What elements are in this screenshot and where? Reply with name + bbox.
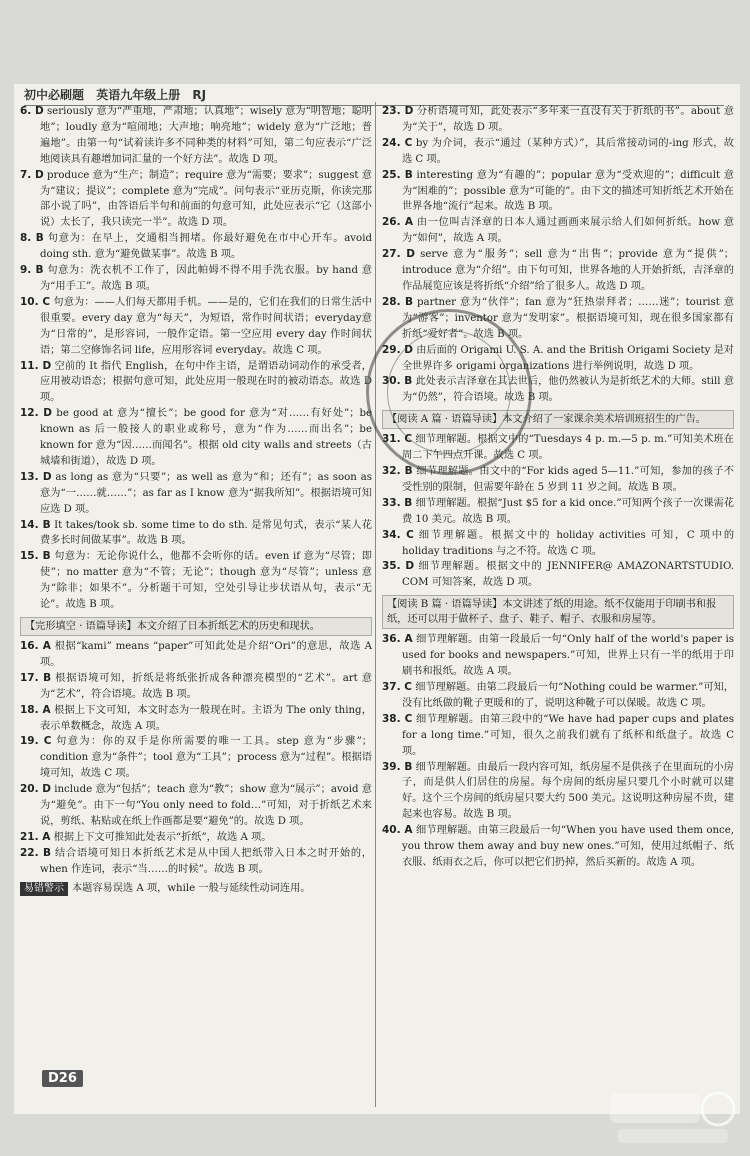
answer-number: 25. B [382, 168, 413, 181]
page-number: D26 [42, 1070, 83, 1087]
answer-number: 9. B [20, 264, 44, 277]
answer-explanation: 句意为：——人们每天都用手机。——是的，它们在我们的日常生活中很重要。every day 意为“每天”，为短语，常作时间状语；everyday意为“日常的”，是形容词，一般作定语。第一空应用 every day 作时间状语；第二空修饰名词 life，应用形容词 everyday。故选 C 项。 [40, 296, 372, 356]
answer-explanation: 细节理解题。由最后一段内容可知，纸房屋不是供孩子在里面玩的小房子，而是供人们居住的房屋。每个房间的纸房屋只要几个小时就可以建好。这个三个房间的纸房屋只要大约 500 美元。这说明这种房屋不贵，建起来也容易。故选 B 项。 [402, 761, 734, 821]
answer-explanation: 结合语境可知日本折纸艺术是从中国人把纸带入日本之时开始的，when 作连词，表示“当……的时候”。故选 B 项。 [40, 847, 372, 875]
answer-number: 30. B [382, 375, 413, 388]
answer-item [20, 518, 372, 550]
answer-number: 18. A [20, 703, 51, 716]
answer-item [382, 760, 734, 824]
answer-item [382, 464, 734, 496]
section-reading-a-guide: 【阅读 A 篇 · 语篇导读】本文介绍了一家课余美术培训班招生的广告。 [382, 410, 734, 429]
answer-explanation: produce 意为“生产；制造”；require 意为“需要；要求”；suggest 意为“建议；提议”；complete 意为“完成”。问句表示“亚历克斯，你读完那部小说了吗”，由答语后半句和前面的句意可知，此处应表示“它（这部小说）太长了，我只读完一半”。故选 D 项。 [40, 169, 372, 229]
answer-explanation: be good at 意为“擅长”；be good for 意为“对……有好处”；be known as 后一般接人的职业或称号，意为“作为……而出名”；be known for 意为“因……而闻名”。根据 old city walls and streets（古城墙和街道），故选 D 项。 [40, 408, 372, 467]
answer-explanation: 根据上下文可知，本文时态为一般现在时。主语为 The only thing，表示单数概念，故选 A 项。 [40, 704, 372, 732]
answer-number: 36. A [382, 633, 413, 646]
answer-explanation: serve 意为“服务”；sell 意为“出售”；provide 意为“提供”；introduce 意为“介绍”。由下句可知，世界各地的人开始折纸，吉泽章的作品展览应该是将折纸“介绍”给了很多人。故选 D 项。 [402, 249, 734, 292]
answer-number: 26. A [382, 216, 414, 229]
answer-number: 23. D [382, 105, 414, 117]
answer-item [382, 168, 734, 216]
answer-item [20, 846, 372, 878]
answer-number: 31. C [382, 433, 413, 446]
error-warning [20, 881, 372, 897]
answer-explanation: 细节理解题。根据文中的“Tuesdays 4 p. m.—5 p. m.”可知美术班在周二下午四点开课。故选 C 项。 [402, 434, 734, 462]
answer-explanation: 根据上下文可推知此处表示“折纸”，故选 A 项。 [53, 831, 272, 843]
answer-number: 13. D [20, 470, 52, 483]
answer-number: 17. B [20, 671, 52, 684]
answer-number: 40. A [382, 824, 413, 837]
answer-explanation: include 意为“包括”；teach 意为“教”；show 意为“展示”；avoid 意为“避免”。由下一句“You only need to fold…”可知，对于折纸艺术来说，剪纸、粘贴或在纸上作画都是要“避免”的。故选 D 项。 [40, 784, 372, 827]
answer-number: 20. D [20, 783, 51, 796]
edition-label: RJ [192, 88, 207, 102]
page-header [24, 86, 724, 106]
answer-number: 24. C [382, 136, 413, 149]
answer-item [382, 680, 734, 712]
answer-item [382, 823, 734, 871]
answer-explanation: 句意为：你的双手是你所需要的唯一工具。step 意为“步骤”；condition 意为“条件”；tool 意为“工具”；process 意为“过程”。根据语境可知，故选 C 项。 [40, 736, 372, 780]
section-cloze-guide: 【完形填空 · 语篇导读】本文介绍了日本折纸艺术的历史和现状。 [20, 617, 372, 636]
answer-number: 14. B [20, 518, 51, 531]
answer-number: 6. D [20, 105, 44, 117]
answer-item [382, 104, 734, 136]
answer-item [382, 432, 734, 464]
answer-number: 7. D [20, 168, 44, 181]
answer-item [20, 470, 372, 518]
answer-explanation: 根据“kami” means “paper”可知此处是介绍“Ori”的意思，故选 A 项。 [40, 641, 372, 668]
answer-item [20, 359, 372, 407]
answer-number: 39. B [382, 760, 413, 773]
answer-item [20, 671, 372, 703]
answer-item [382, 712, 734, 760]
answer-item [382, 136, 734, 168]
book-title: 初中必刷题 [24, 88, 85, 102]
answer-explanation: 句意为：无论你说什么，他都不会听你的话。even if 意为“尽管；即使”；no matter 意为“不管；无论”；though 意为“尽管”；unless 意为“除非；如果不”。分析题干可知，空处引导让步状语从句，表示“无论”。故选 B 项。 [40, 551, 372, 611]
answer-number: 38. C [382, 712, 413, 725]
answer-item [382, 247, 734, 295]
answer-explanation: 细节理解题。根据文中的 JENNIFER@ AMAZONARTSTUDIO. COM 可知答案，故选 D 项。 [402, 561, 734, 589]
answer-item [382, 528, 734, 560]
answer-number: 32. B [382, 465, 413, 478]
answer-explanation: It takes/took sb. some time to do sth. 是常见句式，表示“某人花费多长时间做某事”。故选 B 项。 [40, 519, 372, 547]
answer-explanation: 细节理解题。由第三段最后一句“When you have used them once, you throw them away and buy new ones.”可知，使用过纸帽子、纸衣服、纸雨衣之后，你可以把它们扔掉，然后买新的。故选 A 项。 [402, 825, 734, 868]
answer-explanation: partner 意为“伙伴”；fan 意为“狂热崇拜者；……迷”；tourist 意为“游客”；inventor 意为“发明家”。根据语境可知，现在很多国家都有折纸“爱好者”。故选 B 项。 [402, 296, 734, 340]
answer-number: 33. B [382, 496, 413, 509]
right-column [382, 104, 734, 871]
answer-number: 28. B [382, 295, 414, 308]
answer-explanation: 由一位叫吉泽章的日本人通过画画来展示给人们如何折纸。how 意为“如何”，故选 A 项。 [402, 217, 734, 245]
warning-text: 本题容易误选 A 项，while 一般与延续性动词连用。 [72, 882, 311, 894]
answer-number: 15. B [20, 550, 51, 563]
answer-explanation: by 为介词，表示“通过（某种方式）”，其后常接动词的-ing 形式，故选 C 项。 [402, 137, 734, 165]
answer-page [14, 84, 740, 1114]
warning-badge: 易错警示 [20, 882, 68, 896]
answer-number: 27. D [382, 248, 415, 261]
answer-item [20, 231, 372, 263]
answer-item [20, 782, 372, 830]
answer-explanation: seriously 意为“严重地，严肃地；认真地”；wisely 意为“明智地；聪明地”；loudly 意为“喧闹地；大声地；响亮地”；widely 意为“广泛地；普遍地”。由第一句“试着读许多不同种类的材料”可知，第二句应表示“广泛地阅读具有趣增加词汇量的一个好方法”。故选 D 项。 [40, 106, 372, 165]
answer-item [20, 549, 372, 613]
answer-item [20, 734, 372, 782]
answer-item [20, 830, 372, 846]
answer-number: 29. D [382, 343, 413, 356]
answer-explanation: 空前的 It 指代 English，在句中作主语，是谓语动词动作的承受者，应用被动语态；根据句意可知，此处应用一般现在时的被动语态。故选 D 项。 [40, 360, 372, 404]
answer-explanation: 细节理解题。由文中的“For kids aged 5—11.”可知，参加的孩子不受性别的限制，但需要年龄在 5 岁到 11 岁之间。故选 B 项。 [402, 466, 734, 493]
answer-item [382, 374, 734, 406]
answer-item [20, 703, 372, 735]
column-divider [375, 102, 376, 1107]
answer-item [20, 406, 372, 470]
subject-title: 英语九年级上册 [96, 88, 181, 102]
left-column [20, 104, 372, 897]
answer-number: 34. C [382, 528, 414, 541]
answer-explanation: 由后面的 Origami U. S. A. and the British Origami Society 是对全世界许多 origami organizations 进行举例说明，故选 D 项。 [402, 344, 734, 372]
answer-number: 12. D [20, 407, 53, 420]
answer-number: 11. D [20, 359, 52, 372]
answer-number: 8. B [20, 232, 44, 245]
answer-explanation: 句意为：洗衣机不工作了，因此帕姆不得不用手洗衣服。by hand 意为“用手工”。故选 B 项。 [40, 265, 372, 292]
answer-item [20, 263, 372, 295]
answer-number: 16. A [20, 640, 51, 652]
answer-explanation: 分析语境可知，此处表示“多年来一直没有关于折纸的书”。about 意为“关于”，故选 D 项。 [402, 106, 734, 133]
answer-item [382, 496, 734, 528]
answer-item [20, 168, 372, 232]
answer-item [382, 295, 734, 343]
answer-explanation: 细节理解题。根据“Just $5 for a kid once.”可知两个孩子一次课需花费 10 美元。故选 B 项。 [402, 497, 734, 525]
answer-explanation: 细节理解题。由第一段最后一句“Only half of the world's paper is used for books and newspapers.”可知，世界上只有一半的纸用于印刷书和报纸。故选 A 项。 [402, 634, 734, 678]
answer-number: 35. D [382, 560, 415, 573]
answer-explanation: interesting 意为“有趣的”；popular 意为“受欢迎的”；difficult 意为“困难的”；possible 意为“可能的”。由下文的描述可知折纸艺术开始在世界各地“流行”起来。故选 B 项。 [402, 169, 734, 213]
answer-number: 22. B [20, 846, 52, 859]
answer-item [20, 639, 372, 671]
answer-item [382, 215, 734, 247]
answer-item [20, 104, 372, 168]
answer-explanation: 细节理解题。根据文中的 holiday activities 可知，C 项中的 holiday traditions 与之不符。故选 C 项。 [402, 529, 735, 557]
answer-item [20, 295, 372, 359]
answer-explanation: 细节理解题。由第三段中的“We have had paper cups and plates for a long time.”可知，很久之前我们就有了纸杯和纸盘子。故选 C 项。 [402, 713, 734, 757]
section-reading-b-guide: 【阅读 B 篇 · 语篇导读】本文讲述了纸的用途。纸不仅能用于印刷书和报纸，还可以用于做杯子、盘子、鞋子、帽子、衣服和房屋等。 [382, 595, 734, 629]
answer-number: 21. A [20, 830, 51, 843]
answer-number: 19. C [20, 735, 52, 748]
answer-explanation: 细节理解题。由第二段最后一句“Nothing could be warmer.”可知，没有比纸做的靴子更暖和的了，说明这种靴子可以保暖。故选 C 项。 [402, 682, 734, 709]
answer-number: 37. C [382, 681, 412, 693]
answer-item [382, 343, 734, 375]
answer-explanation: as long as 意为“只要”；as well as 意为“和；还有”；as soon as 意为“一……就……”；as far as I know 意为“据我所知”。根据语境可知应选 D 项。 [40, 471, 372, 515]
answer-item [382, 559, 734, 591]
answer-number: 10. C [20, 295, 51, 308]
answer-item [382, 632, 734, 680]
answer-explanation: 根据语境可知，折纸是将纸张折成各种漂亮模型的“艺术”。art 意为“艺术”，符合语境。故选 B 项。 [40, 672, 372, 700]
answer-explanation: 此处表示吉泽章在其去世后，他仍然被认为是折纸艺术的大师。still 意为“仍然”，符合语境。故选 B 项。 [402, 376, 734, 404]
answer-explanation: 句意为：在早上，交通相当拥堵。你最好避免在市中心开车。avoid doing sth. 意为“避免做某事”。故选 B 项。 [40, 233, 372, 261]
